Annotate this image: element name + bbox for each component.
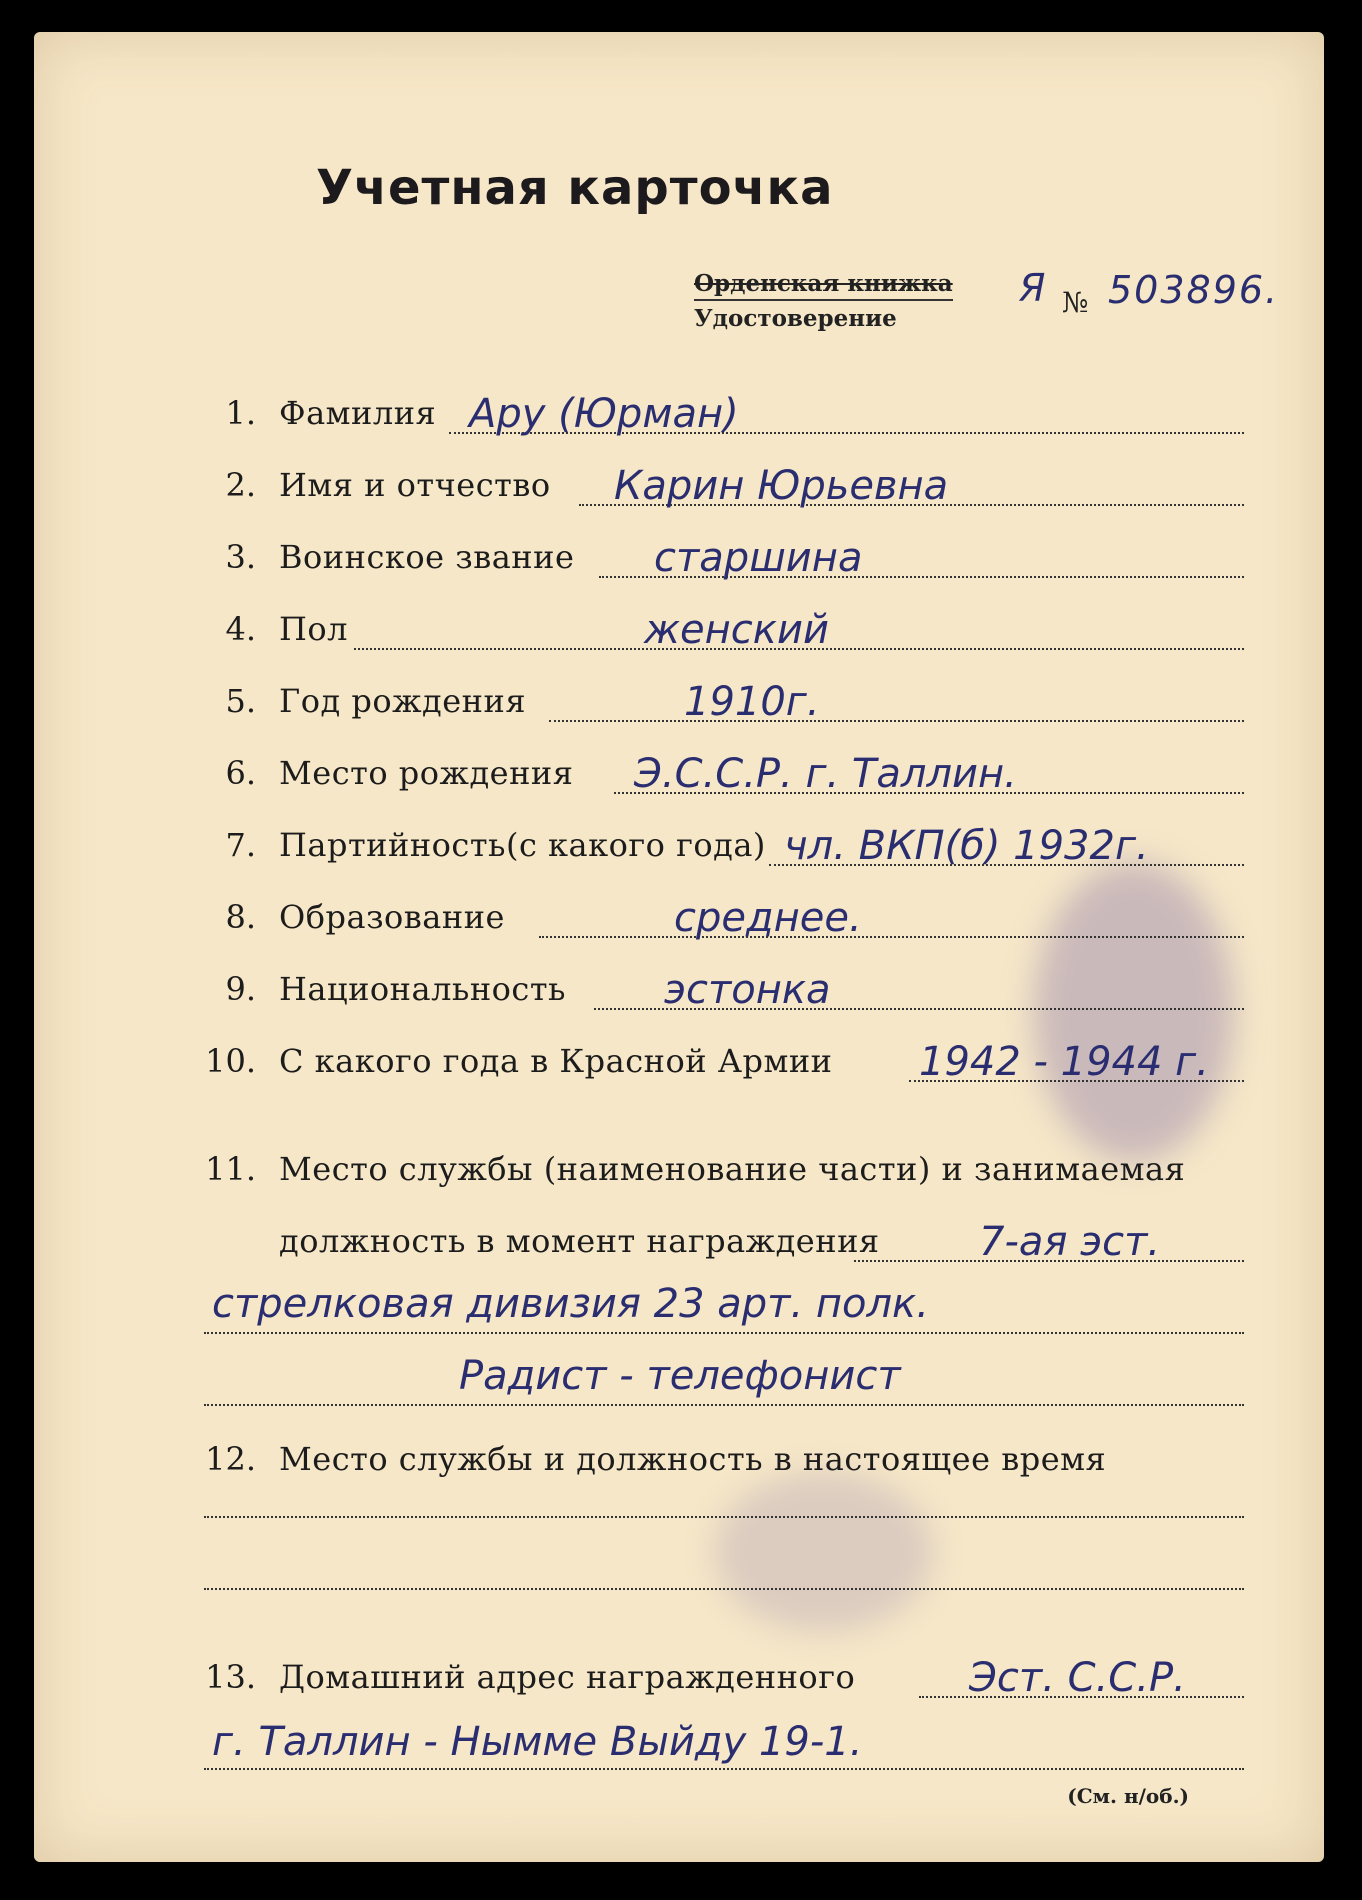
field-label: Место службы (наименование части) и занимаемая: [279, 1150, 1186, 1188]
field-sex: [194, 606, 1244, 654]
field-red-army-since: [194, 1038, 1244, 1086]
field-value: чл. ВКП(б) 1932г.: [784, 823, 1149, 869]
dotted-line: [204, 1516, 1244, 1518]
field-value: 1910г.: [684, 679, 820, 725]
field-service-place: [194, 1146, 1244, 1194]
field-value: Карин Юрьевна: [614, 463, 949, 509]
ink-stain: [714, 1472, 934, 1632]
field-label: Место рождения: [279, 754, 574, 792]
field-label: Место службы и должность в настоящее время: [279, 1440, 1107, 1478]
certificate-number: 503896.: [1108, 268, 1280, 312]
footnote: (См. н/об.): [1067, 1784, 1189, 1808]
certificate-label: [694, 270, 953, 332]
field-birth-place: [194, 750, 1244, 798]
certificate-type: Удостоверение: [694, 299, 953, 332]
field-number: 11.: [205, 1150, 256, 1188]
field-name-patronymic: [194, 462, 1244, 510]
field-label: должность в момент награждения: [279, 1222, 880, 1260]
field-label: Партийность(с какого года): [279, 826, 766, 864]
field-service-place-cont: [194, 1218, 1244, 1266]
field-value: Ару (Юрман): [469, 391, 739, 437]
field-value-cont: Радист - телефонист: [459, 1353, 901, 1399]
field-label: С какого года в Красной Армии: [279, 1042, 833, 1080]
dotted-line: [204, 1588, 1244, 1590]
field-education: [194, 894, 1244, 942]
field-value: среднее.: [674, 895, 862, 941]
field-number: 3.: [225, 538, 256, 576]
field-value: 7-ая эст.: [979, 1219, 1161, 1265]
field-number: 10.: [205, 1042, 256, 1080]
dotted-line: [204, 1768, 1244, 1770]
field-label: Фамилия: [279, 394, 437, 432]
field-current-service: [194, 1436, 1244, 1484]
page-title: Учетная карточка: [316, 160, 834, 216]
field-number: 2.: [225, 466, 256, 504]
field-label: Национальность: [279, 970, 566, 1008]
field-value-cont: г. Таллин - Нымме Выйду 19-1.: [212, 1719, 863, 1765]
field-value: женский: [644, 607, 829, 653]
field-nationality: [194, 966, 1244, 1014]
field-value-cont: стрелковая дивизия 23 арт. полк.: [212, 1281, 929, 1327]
field-number: 12.: [205, 1440, 256, 1478]
field-home-address: [194, 1654, 1244, 1702]
field-label: Домашний адрес награжденного: [279, 1658, 856, 1696]
field-number: 13.: [205, 1658, 256, 1696]
number-sign: №: [1062, 286, 1089, 319]
field-military-rank: [194, 534, 1244, 582]
dotted-line: [204, 1332, 1244, 1334]
field-number: 9.: [225, 970, 256, 1008]
field-label: Имя и отчество: [279, 466, 551, 504]
field-surname: [194, 390, 1244, 438]
field-label: Год рождения: [279, 682, 526, 720]
field-party-membership: [194, 822, 1244, 870]
record-card: [34, 32, 1324, 1862]
certificate-series: Я: [1019, 266, 1046, 310]
struck-label: Орденская книжка: [694, 270, 953, 297]
field-label: Образование: [279, 898, 505, 936]
field-value: 1942 - 1944 г.: [919, 1039, 1209, 1085]
field-number: 5.: [225, 682, 256, 720]
field-number: 4.: [225, 610, 256, 648]
field-value: Э.С.С.Р. г. Таллин.: [634, 751, 1017, 797]
field-birth-year: [194, 678, 1244, 726]
field-label: Пол: [279, 610, 348, 648]
field-value: эстонка: [664, 967, 831, 1013]
field-number: 8.: [225, 898, 256, 936]
field-value: Эст. С.С.Р.: [969, 1655, 1186, 1701]
field-number: 1.: [225, 394, 256, 432]
dotted-line: [204, 1404, 1244, 1406]
field-label: Воинское звание: [279, 538, 575, 576]
field-number: 7.: [225, 826, 256, 864]
field-value: старшина: [654, 535, 863, 581]
field-number: 6.: [225, 754, 256, 792]
